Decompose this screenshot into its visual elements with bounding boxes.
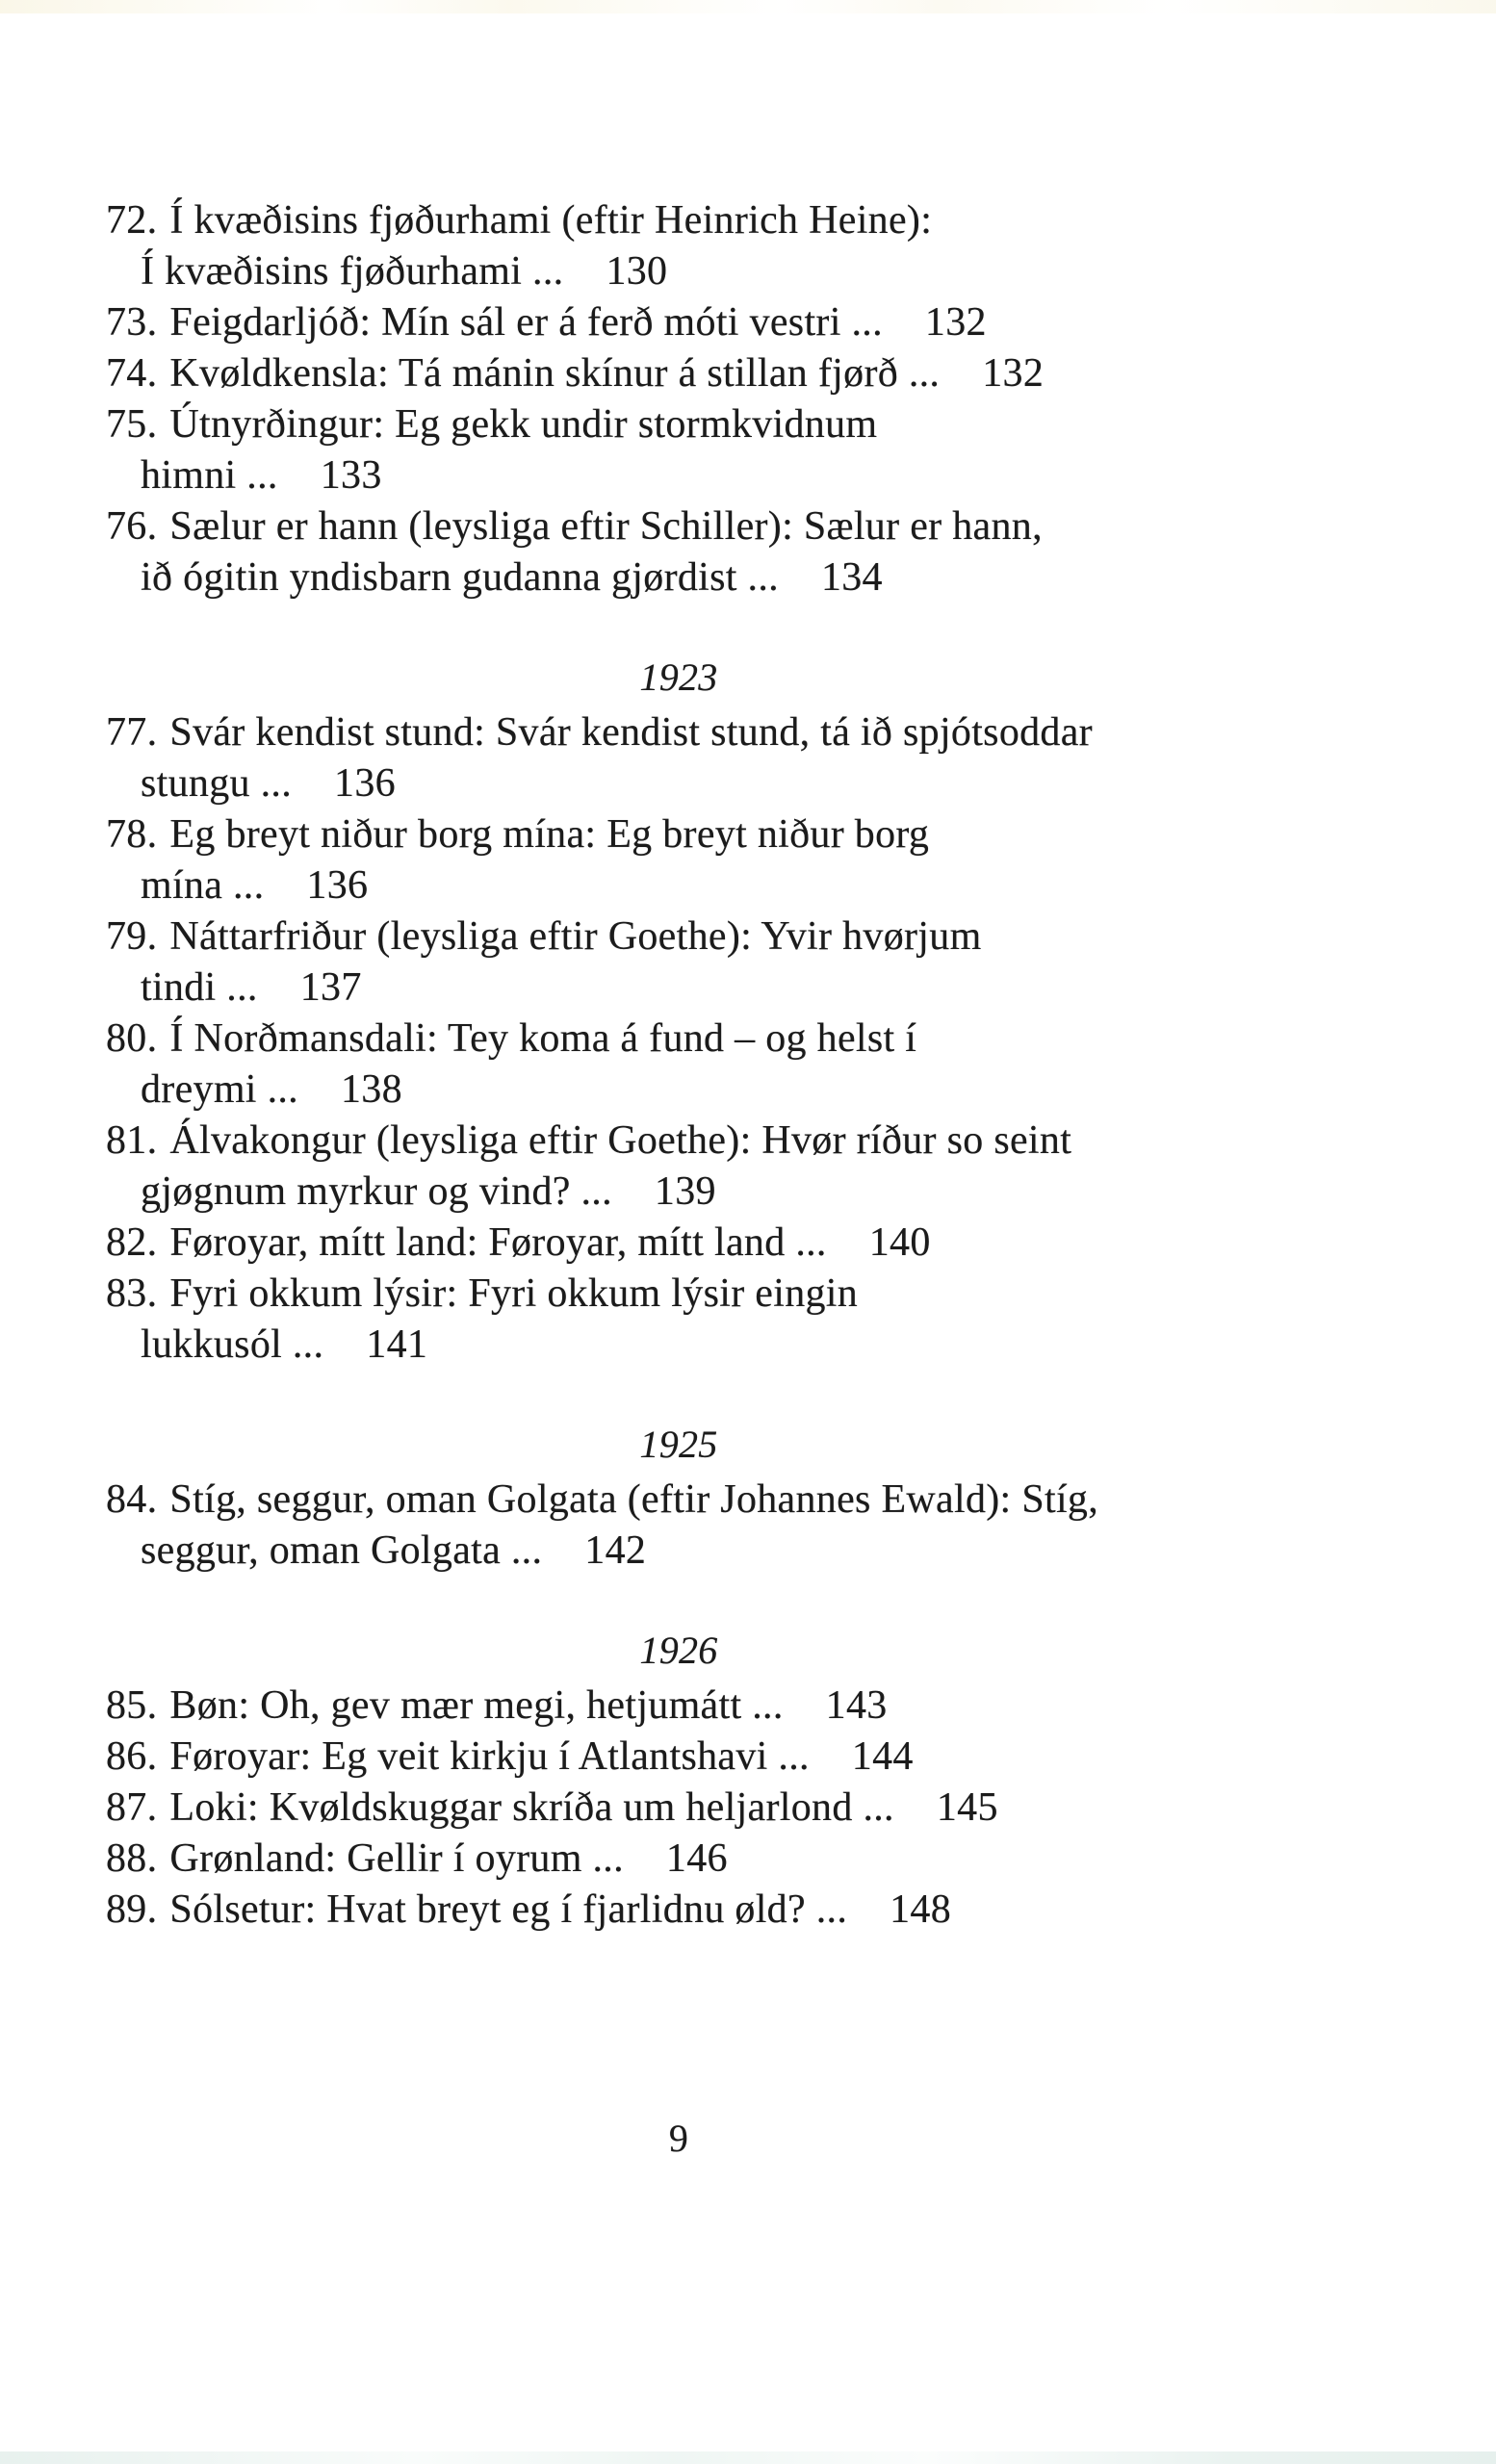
toc-entry — [106, 399, 1251, 501]
entry-page-ref: 144 — [851, 1734, 914, 1779]
entry-number: 89. — [106, 1887, 158, 1932]
entry-number: 86. — [106, 1734, 158, 1779]
toc-entry-line — [106, 1116, 1251, 1167]
section-year-heading: 1926 — [639, 1629, 718, 1672]
entry-page-ref: 130 — [606, 249, 668, 294]
toc-entry-line — [106, 1475, 1251, 1526]
entry-title-text: Føroyar, mítt land: Føroyar, mítt land ... — [169, 1220, 827, 1265]
toc-entry-line — [141, 552, 1251, 603]
entry-number: 74. — [106, 351, 158, 396]
entry-title-text: Loki: Kvøldskuggar skríða um heljarlond ... — [169, 1785, 894, 1830]
toc-entry-line — [106, 1783, 1251, 1834]
toc-entry — [106, 1834, 1251, 1885]
entry-title-text: Álvakongur (leysliga eftir Goethe): Hvør ríður so seint — [169, 1118, 1072, 1163]
entry-number: 78. — [106, 812, 158, 857]
entry-title-text: stungu ... — [141, 761, 293, 806]
entry-page-ref: 138 — [340, 1067, 402, 1112]
entry-number: 81. — [106, 1118, 158, 1163]
entry-title-text: Feigdarljóð: Mín sál er á ferð móti vestri ... — [169, 300, 883, 345]
entry-title-text: Stíg, seggur, oman Golgata (eftir Johannes Ewald): Stíg, — [169, 1477, 1099, 1522]
entry-page-ref: 141 — [366, 1322, 428, 1367]
toc-entry — [106, 1681, 1251, 1732]
toc-entry — [106, 911, 1251, 1014]
toc-entry-line — [106, 399, 1251, 450]
toc-entry-line — [106, 1834, 1251, 1885]
toc-entry-line — [106, 1269, 1251, 1320]
toc-entry-line — [141, 1320, 1251, 1371]
entry-title-text: lukkusól ... — [141, 1322, 324, 1367]
section-year-heading: 1923 — [639, 655, 718, 699]
toc-entry-line — [141, 758, 1251, 809]
entry-title-text: Føroyar: Eg veit kirkju í Atlantshavi ... — [169, 1734, 810, 1779]
entry-page-ref: 134 — [820, 555, 883, 600]
toc-entry-line — [141, 1526, 1251, 1577]
toc-entry-line — [141, 962, 1251, 1014]
entry-title-text: Grønland: Gellir í oyrum ... — [169, 1836, 624, 1881]
entry-title-text: Í Norðmansdali: Tey koma á fund – og helst í — [169, 1016, 917, 1061]
entry-title-text: Svár kendist stund: Svár kendist stund, tá ið spjótsoddar — [169, 710, 1093, 755]
toc-entry-line — [141, 1167, 1251, 1218]
toc-entry-line — [141, 246, 1251, 297]
toc-entry-line — [106, 195, 1251, 246]
toc-entry — [106, 707, 1251, 809]
toc-entry — [106, 1116, 1251, 1218]
entry-page-ref: 146 — [665, 1836, 728, 1881]
entry-number: 79. — [106, 914, 158, 959]
entry-title-text: himni ... — [141, 453, 278, 498]
toc-entry — [106, 195, 1251, 297]
folio-page-number: 9 — [668, 2117, 689, 2160]
entry-page-ref: 145 — [936, 1785, 998, 1830]
entry-page-ref: 143 — [825, 1683, 888, 1728]
toc-entry-line — [106, 501, 1251, 552]
entry-title-text: Bøn: Oh, gev mær megi, hetjumátt ... — [169, 1683, 784, 1728]
toc-entry — [106, 1885, 1251, 1936]
toc-entry — [106, 809, 1251, 911]
toc-entry — [106, 1269, 1251, 1371]
toc-entry-line — [106, 1014, 1251, 1065]
entry-title-text: Í kvæðisins fjøðurhami ... — [141, 249, 564, 294]
table-of-contents — [106, 195, 1251, 2164]
entry-page-ref: 132 — [982, 351, 1045, 396]
toc-entry — [106, 1014, 1251, 1116]
entry-title-text: seggur, oman Golgata ... — [141, 1528, 543, 1573]
toc-entry — [106, 348, 1251, 399]
entry-number: 85. — [106, 1683, 158, 1728]
toc-entry — [106, 1732, 1251, 1783]
entry-number: 84. — [106, 1477, 158, 1522]
toc-entry-line — [106, 348, 1251, 399]
toc-entry-line — [141, 1065, 1251, 1116]
entry-title-text: Í kvæðisins fjøðurhami (eftir Heinrich Heine): — [169, 198, 933, 243]
toc-entry-line — [106, 1885, 1251, 1936]
toc-entry-line — [106, 707, 1251, 758]
entry-title-text: gjøgnum myrkur og vind? ... — [141, 1169, 612, 1214]
entry-page-ref: 142 — [584, 1528, 647, 1573]
toc-entry — [106, 501, 1251, 603]
entry-number: 73. — [106, 300, 158, 345]
entry-number: 77. — [106, 710, 158, 755]
entry-title-text: tindi ... — [141, 965, 258, 1010]
entry-title-text: Sólsetur: Hvat breyt eg í fjarlidnu øld? ... — [169, 1887, 848, 1932]
toc-entry — [106, 1475, 1251, 1577]
toc-entry-line — [106, 911, 1251, 962]
entry-number: 83. — [106, 1271, 158, 1316]
toc-entry-line — [106, 809, 1251, 860]
entry-number: 80. — [106, 1016, 158, 1061]
entry-title-text: Fyri okkum lýsir: Fyri okkum lýsir eingin — [169, 1271, 859, 1316]
scan-edge-artifact-top — [0, 0, 1496, 13]
entry-page-ref: 132 — [924, 300, 987, 345]
section-year-heading: 1925 — [639, 1423, 718, 1466]
entry-number: 88. — [106, 1836, 158, 1881]
toc-entry-line — [141, 860, 1251, 911]
toc-entry — [106, 297, 1251, 348]
entry-page-ref: 139 — [654, 1169, 716, 1214]
entry-title-text: Sælur er hann (leysliga eftir Schiller): Sælur er hann, — [169, 504, 1043, 549]
entry-title-text: mína ... — [141, 863, 265, 908]
scan-edge-artifact-bottom — [0, 2451, 1496, 2464]
entry-page-ref: 136 — [306, 863, 369, 908]
entry-number: 72. — [106, 198, 158, 243]
entry-page-ref: 136 — [334, 761, 396, 806]
entry-page-ref: 133 — [320, 453, 382, 498]
entry-title-text: Útnyrðingur: Eg gekk undir stormkvidnum — [169, 402, 878, 447]
entry-number: 75. — [106, 402, 158, 447]
entry-title-text: Eg breyt niður borg mína: Eg breyt niður borg — [169, 812, 930, 857]
entry-title-text: Kvøldkensla: Tá mánin skínur á stillan fjørð ... — [169, 351, 941, 396]
entry-number: 87. — [106, 1785, 158, 1830]
entry-number: 76. — [106, 504, 158, 549]
entry-title-text: dreymi ... — [141, 1067, 298, 1112]
toc-entry — [106, 1218, 1251, 1269]
toc-entry — [106, 1783, 1251, 1834]
entry-page-ref: 137 — [299, 965, 362, 1010]
toc-entry-line — [106, 1681, 1251, 1732]
toc-entry-line — [106, 1218, 1251, 1269]
entry-page-ref: 148 — [890, 1887, 952, 1932]
entry-page-ref: 140 — [868, 1220, 931, 1265]
entry-title-text: Náttarfriður (leysliga eftir Goethe): Yvir hvørjum — [169, 914, 982, 959]
toc-entry-line — [106, 297, 1251, 348]
toc-entry-line — [106, 1732, 1251, 1783]
toc-entry-line — [141, 450, 1251, 501]
entry-number: 82. — [106, 1220, 158, 1265]
entry-title-text: ið ógitin yndisbarn gudanna gjørdist ... — [141, 555, 779, 600]
